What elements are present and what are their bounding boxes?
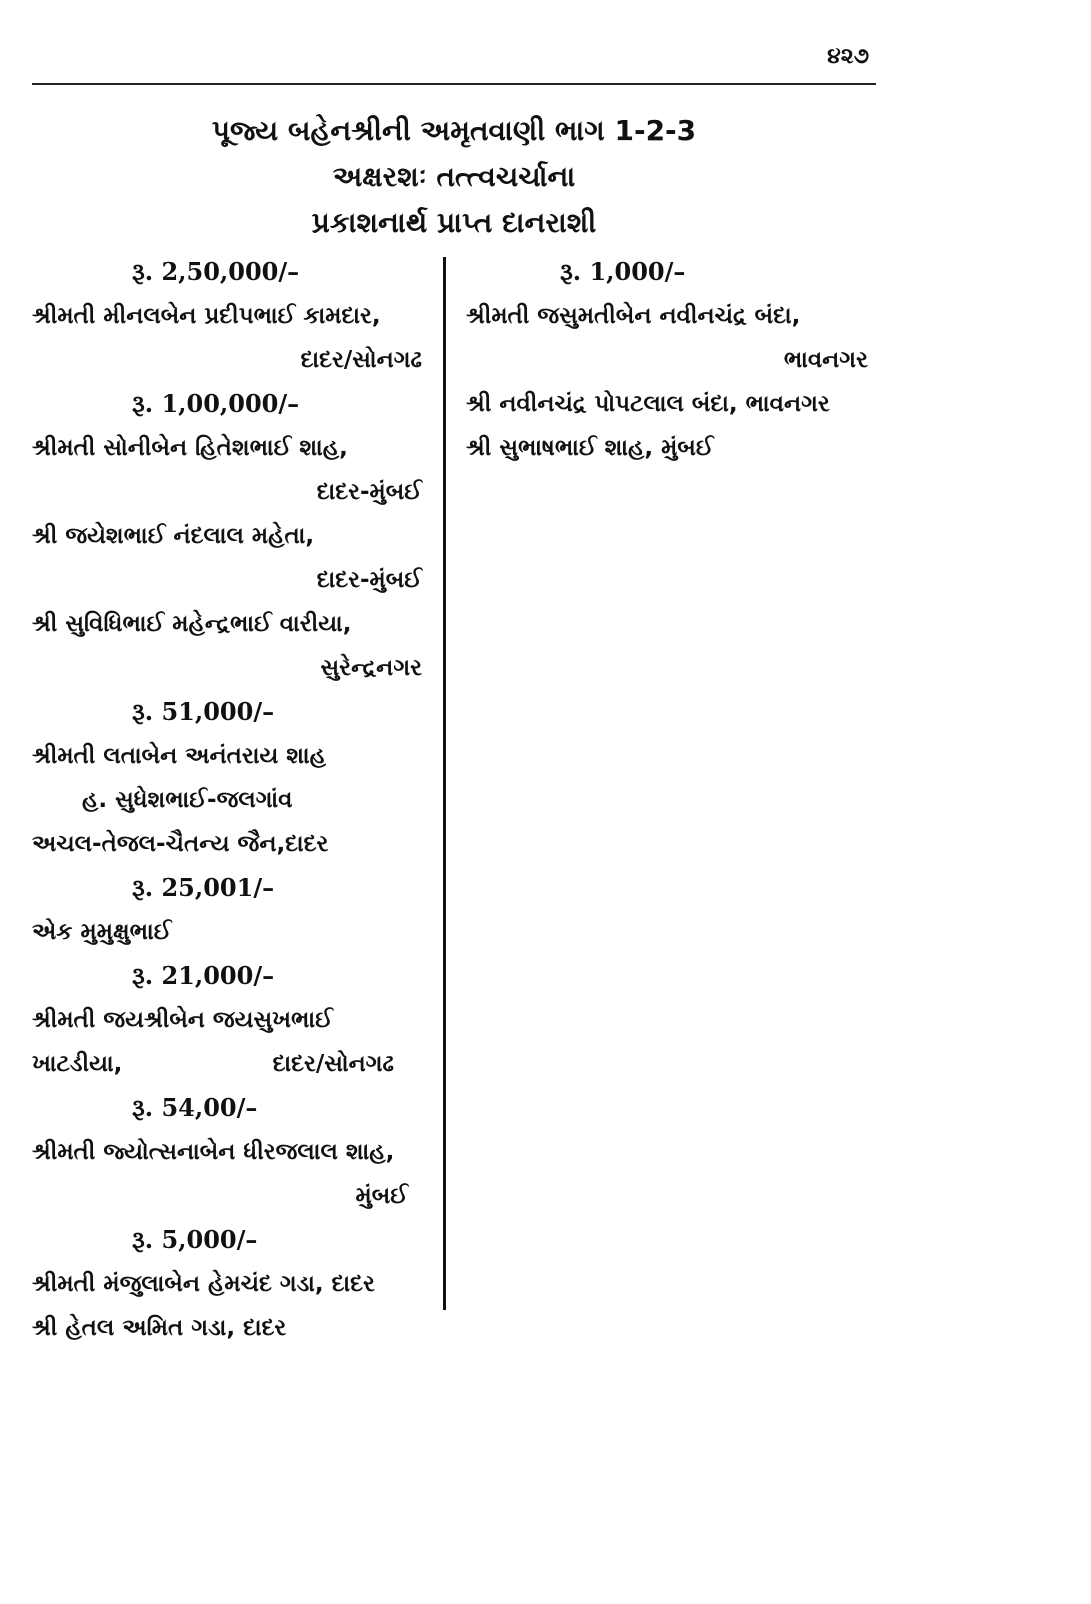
donor-surname: ખાટડીયા, — [32, 1051, 123, 1077]
donor-name: શ્રીમતી મીનલબેન પ્રદીપભાઈ કામદાર, — [32, 303, 381, 329]
donor-surname-place-row — [32, 1042, 422, 1086]
donor-place: દાદર-મુંબઈ — [316, 479, 422, 505]
header-rule — [32, 83, 876, 85]
donor-name: શ્રી સુવિધિભાઈ મહેન્દ્રભાઈ વારીયા, — [32, 611, 352, 637]
donor-name: શ્રી સુભાષભાઈ શાહ, મુંબઈ — [466, 435, 714, 461]
column-divider — [443, 257, 446, 1310]
donor-name: એક મુમુક્ષુભાઈ — [32, 919, 172, 945]
amount-heading: રૂ. 25,001/– — [132, 873, 275, 902]
donor-subline: હ. સુધેશભાઈ-જલગાંવ — [82, 787, 293, 813]
title-line-2: અક્ષરશઃ તત્ત્વચર્ચાના — [332, 160, 576, 193]
amount-heading: રૂ. 1,000/– — [560, 257, 686, 286]
amount-heading: રૂ. 51,000/– — [132, 697, 275, 726]
amount-heading: રૂ. 2,50,000/– — [132, 257, 300, 286]
donor-name: શ્રીમતી મંજુલાબેન હેમચંદ ગડા, દાદર — [32, 1271, 375, 1297]
donor-place: દાદર/સોનગઢ — [272, 1051, 394, 1077]
page-title — [32, 108, 876, 246]
donor-place: સુરેન્દ્રનગર — [320, 655, 422, 681]
amount-heading: રૂ. 5,000/– — [132, 1225, 258, 1254]
donor-name: શ્રીમતી સોનીબેન હિતેશભાઈ શાહ, — [32, 435, 348, 461]
donor-name: શ્રી નવીનચંદ્ર પોપટલાલ બંદા, ભાવનગર — [466, 391, 830, 417]
donor-name: શ્રી જયેશભાઈ નંદલાલ મહેતા, — [32, 523, 315, 549]
donor-place: ભાવનગર — [783, 347, 868, 373]
left-column — [32, 250, 422, 1350]
amount-heading: રૂ. 21,000/– — [132, 961, 275, 990]
donor-name: શ્રીમતી લતાબેન અનંતરાય શાહ — [32, 743, 327, 769]
amount-heading: રૂ. 54,00/– — [132, 1093, 258, 1122]
donor-name: શ્રીમતી જસુમતીબેન નવીનચંદ્ર બંદા, — [466, 303, 801, 329]
donor-name: શ્રીમતી જયશ્રીબેન જયસુખભાઈ — [32, 1007, 333, 1033]
title-line-1: પૂજ્ય બહેનશ્રીની અમૃતવાણી ભાગ 1-2-3 — [211, 114, 697, 147]
donor-name: શ્રીમતી જ્યોત્સનાબેન ધીરજલાલ શાહ, — [32, 1139, 395, 1165]
donor-place: દાદર/સોનગઢ — [300, 347, 422, 373]
donor-place: દાદર-મુંબઈ — [316, 567, 422, 593]
amount-heading: રૂ. 1,00,000/– — [132, 389, 300, 418]
donor-name: અચલ-તેજલ-ચૈતન્ય જૈન,દાદર — [32, 831, 329, 857]
page-number: ૪૨૭ — [827, 44, 869, 69]
title-line-3: પ્રકાશનાર્થ પ્રાપ્ત દાનરાશી — [311, 206, 597, 239]
right-column — [466, 250, 876, 470]
donor-name: શ્રી હેતલ અમિત ગડા, દાદર — [32, 1315, 287, 1341]
donor-place: મુંબઈ — [355, 1183, 408, 1209]
